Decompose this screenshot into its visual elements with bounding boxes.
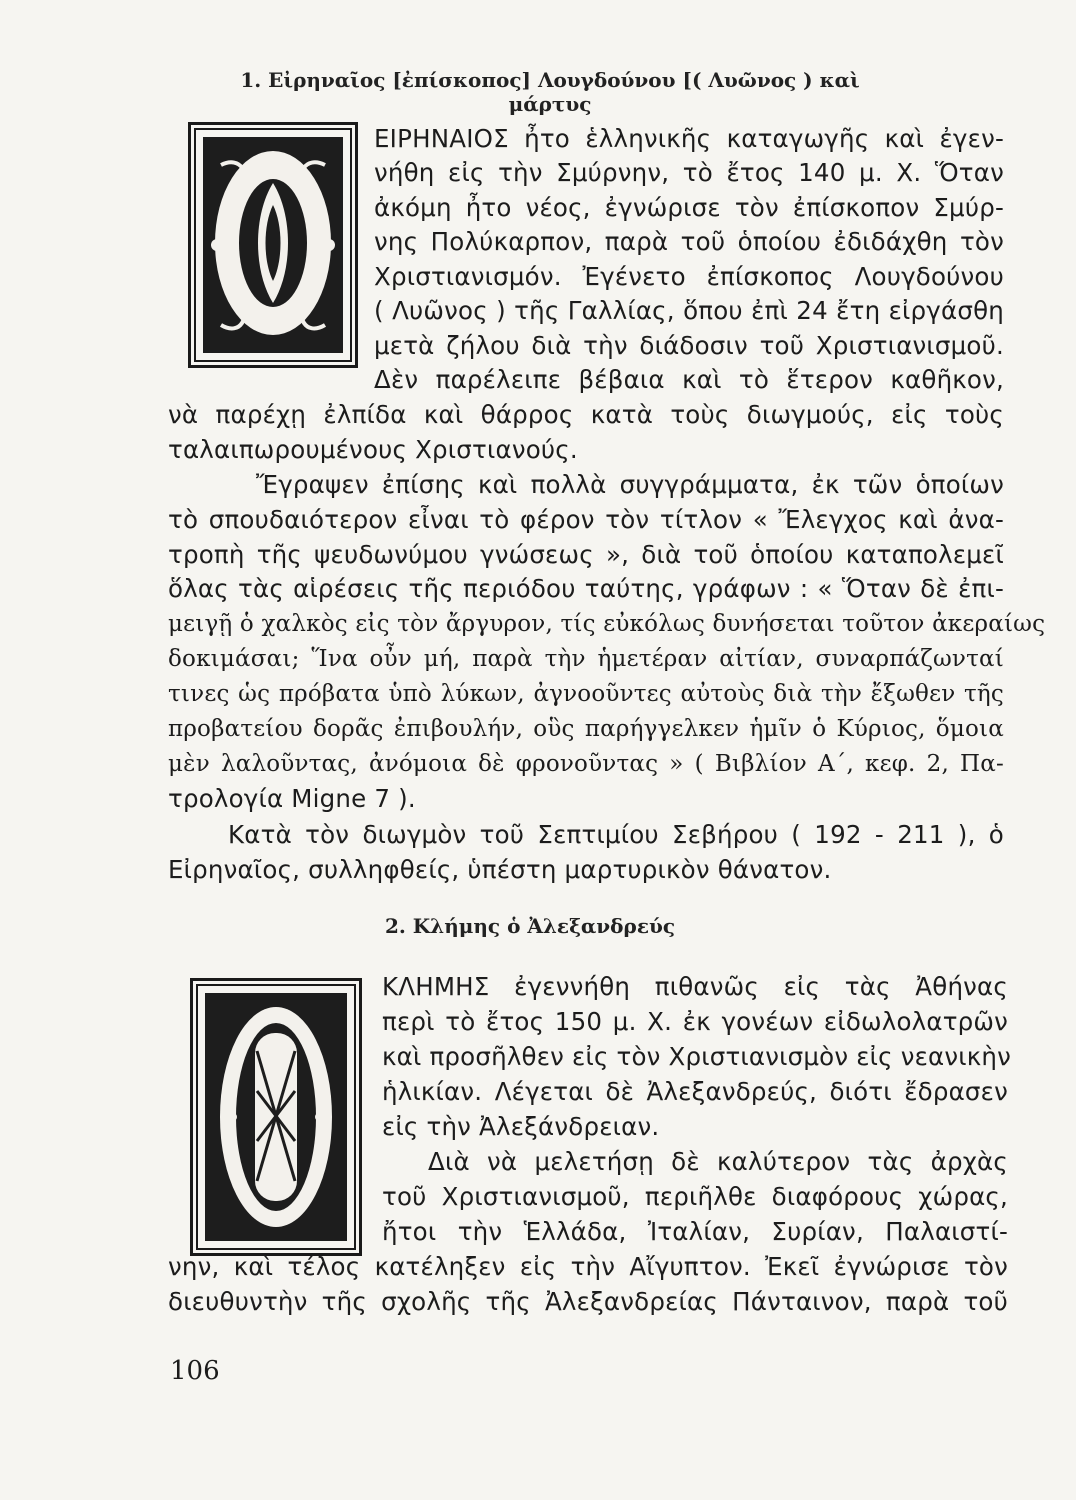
- text-line: Διὰ νὰ μελετήσῃ δὲ καλύτερον τὰς ἀρχὰς: [428, 1147, 1008, 1176]
- text-line: ἡλικίαν. Λέγεται δὲ Ἀλεξανδρεύς, διότι ἔδρασεν: [382, 1077, 1008, 1106]
- text-line: μὲν λαλοῦντας, ἀνόμοια δὲ φρονοῦντας » ( Βιβλίον Α΄, κεφ. 2, Πα-: [168, 751, 1004, 777]
- ornament-initial-e-icon: [191, 125, 355, 365]
- text-line: Δὲν παρέλειπε βέβαια καὶ τὸ ἕτερον καθῆκον,: [374, 365, 1004, 394]
- text-line: Ἔγραψεν ἐπίσης καὶ πολλὰ συγγράμματα, ἐκ τῶν ὁποίων: [256, 470, 1004, 499]
- text-line: τινες ὡς πρόβατα ὑπὸ λύκων, ἀγνοοῦντες αὐτοὺς διὰ τὴν ἔξωθεν τῆς: [168, 681, 1004, 707]
- text-line: τοῦ Χριστιανισμοῦ, περιῆλθε διαφόρους χώρας,: [382, 1182, 1008, 1211]
- text-line: διευθυντὴν τῆς σχολῆς τῆς Ἀλεξανδρείας Πάνταινον, παρὰ τοῦ: [168, 1287, 1008, 1316]
- text-line: καὶ προσῆλθεν εἰς τὸν Χριστιανισμὸν εἰς νεανικὴν: [382, 1042, 1012, 1071]
- text-line: δοκιμάσαι; Ἵνα οὖν μή, παρὰ τὴν ἡμετέραν αἰτίαν, συναρπάζωνταί: [168, 646, 1004, 672]
- text-line: ὅλας τὰς αἱρέσεις τῆς περιόδου ταύτης, γράφων : « Ὅταν δὲ ἐπι-: [168, 574, 1004, 603]
- text-line: νην, καὶ τέλος κατέληξεν εἰς τὴν Αἴγυπτον. Ἐκεῖ ἐγνώρισε τὸν: [168, 1252, 1008, 1281]
- ornament-initial-k-icon: [193, 981, 359, 1253]
- text-line: νὰ παρέχῃ ἐλπίδα καὶ θάρρος κατὰ τοὺς διωγμούς, εἰς τοὺς: [168, 400, 1004, 429]
- text-line: ἀκόμη ἦτο νέος, ἐγνώρισε τὸν ἐπίσκοπον Σμύρ-: [374, 193, 1004, 222]
- text-line: μειγῇ ὁ χαλκὸς εἰς τὸν ἄργυρον, τίς εὐκόλως δυνήσεται τοῦτον ἀκεραίως: [168, 611, 1046, 637]
- text-line: Χριστιανισμόν. Ἐγένετο ἐπίσκοπος Λουγδούνου: [374, 262, 1004, 291]
- text-line: τρολογία Migne 7 ).: [168, 784, 416, 813]
- section-heading-clement: 2. Κλήμης ὁ Ἀλεξανδρεύς: [384, 914, 676, 938]
- page-number: 106: [170, 1356, 220, 1386]
- text-line: περὶ τὸ ἔτος 150 μ. Χ. ἐκ γονέων εἰδωλολατρῶν: [382, 1007, 1008, 1036]
- text-line: εἰς τὴν Ἀλεξάνδρειαν.: [382, 1112, 660, 1141]
- text-line: Κατὰ τὸν διωγμὸν τοῦ Σεπτιμίου Σεβήρου ( 192 - 211 ), ὁ: [228, 820, 1004, 849]
- text-line: νήθη εἰς τὴν Σμύρνην, τὸ ἔτος 140 μ. Χ. Ὅταν: [374, 158, 1004, 187]
- text-line: νης Πολύκαρπον, παρὰ τοῦ ὁποίου ἐδιδάχθη τὸν: [374, 227, 1004, 256]
- section-heading-irenaeus: 1. Εἰρηναῖος [ἐπίσκοπος] Λουγδούνου [( Λυῶνος ) καὶ μάρτυς: [240, 68, 860, 116]
- text-line: τὸ σπουδαιότερον εἶναι τὸ φέρον τὸν τίτλον « Ἔλεγχος καὶ ἀνα-: [168, 505, 1004, 534]
- text-line: ΚΛΗΜΗΣ ἐγεννήθη πιθανῶς εἰς τὰς Ἀθήνας: [382, 972, 1008, 1001]
- text-line: ἤτοι τὴν Ἑλλάδα, Ἰταλίαν, Συρίαν, Παλαιστί-: [382, 1217, 1008, 1246]
- text-line: προβατείου δορᾶς ἐπιβουλήν, οὓς παρήγγελκεν ἡμῖν ὁ Κύριος, ὅμοια: [168, 716, 1004, 742]
- text-line: ( Λυῶνος ) τῆς Γαλλίας, ὅπου ἐπὶ 24 ἔτη εἰργάσθη: [374, 296, 1004, 325]
- text-line: τροπὴ τῆς ψευδωνύμου γνώσεως », διὰ τοῦ ὁποίου καταπολεμεῖ: [168, 540, 1004, 569]
- text-line: μετὰ ζήλου διὰ τὴν διάδοσιν τοῦ Χριστιανισμοῦ.: [374, 331, 1004, 360]
- text-line: Εἰρηναῖος, συλληφθείς, ὑπέστη μαρτυρικὸν θάνατον.: [168, 855, 832, 884]
- decorated-initial-e: [188, 122, 358, 368]
- decorated-initial-k: [190, 978, 362, 1256]
- text-line: ΕΙΡΗΝΑΙΟΣ ἦτο ἑλληνικῆς καταγωγῆς καὶ ἐγεν-: [374, 124, 1004, 153]
- text-line: ταλαιπωρουμένους Χριστιανούς.: [168, 435, 578, 464]
